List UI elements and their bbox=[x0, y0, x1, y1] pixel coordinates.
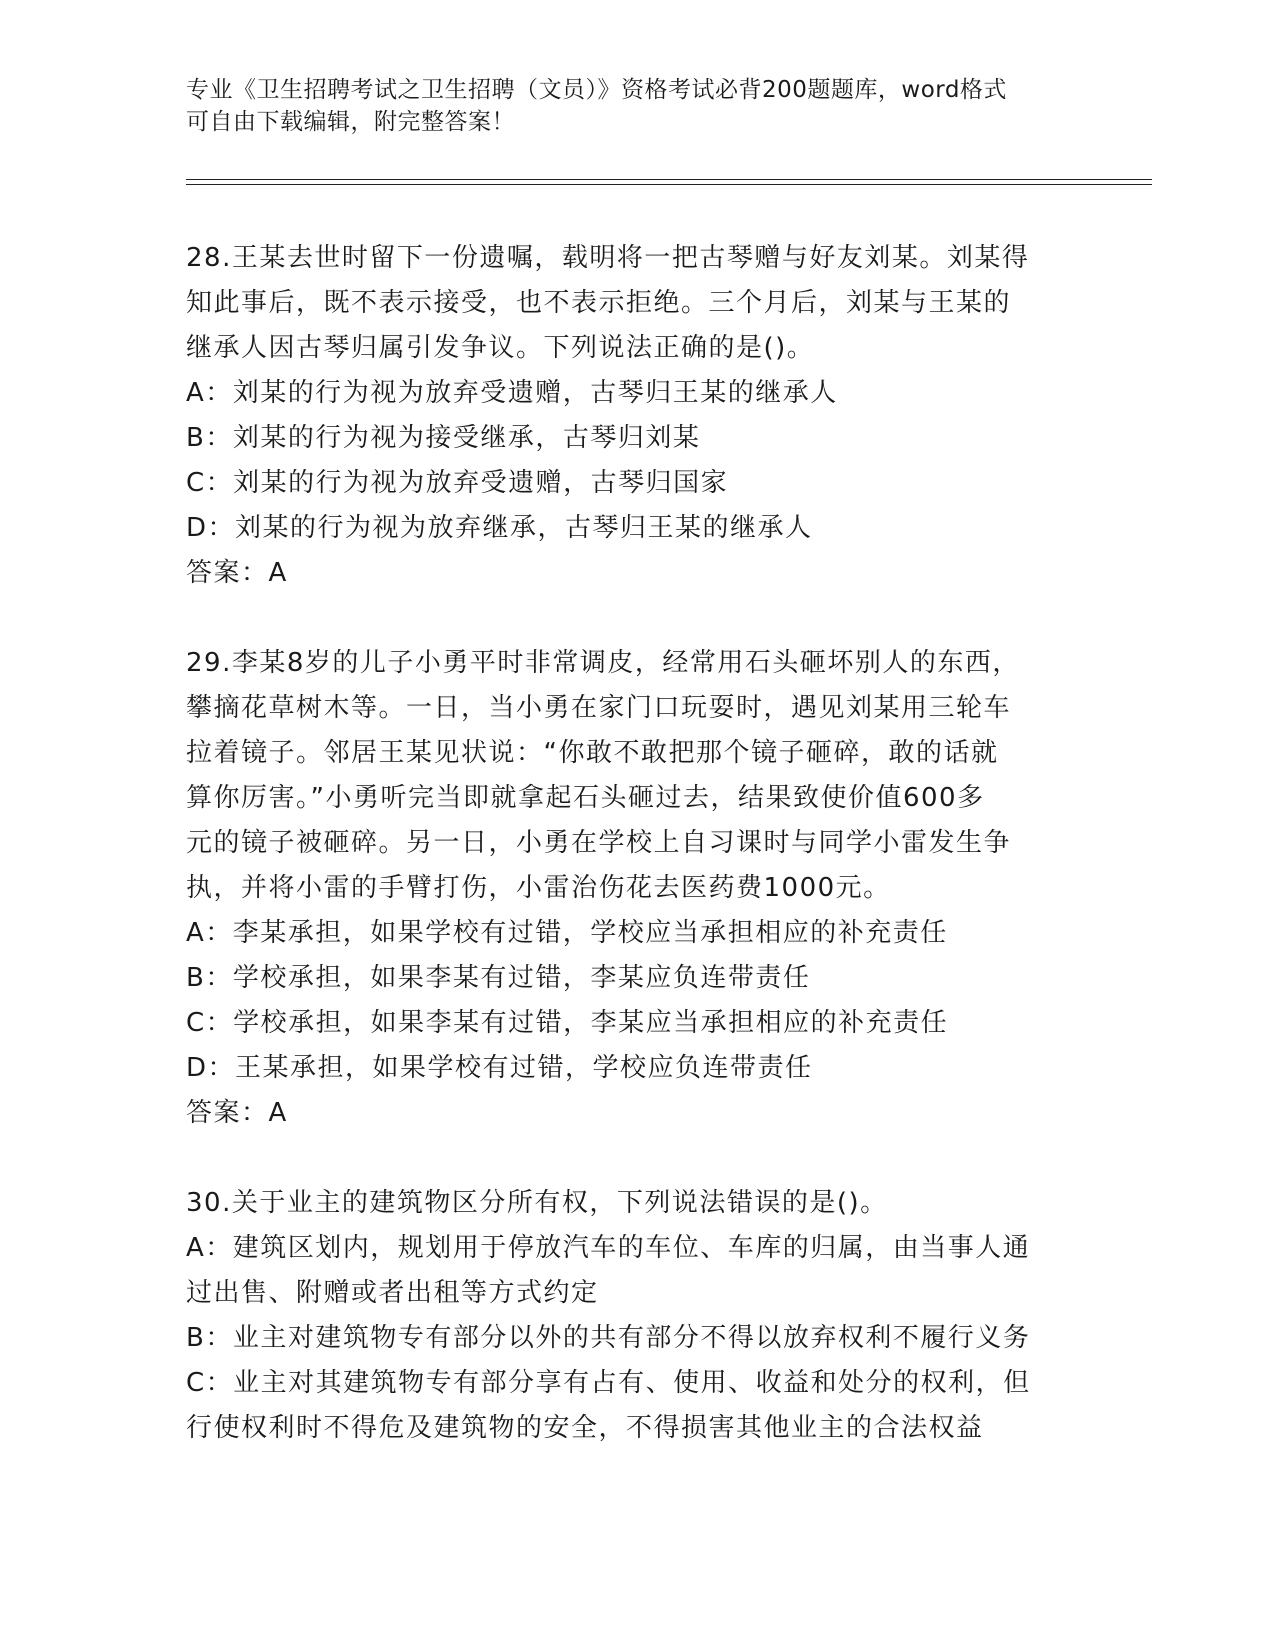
question-stem-line: 30.关于业主的建筑物区分所有权，下列说法错误的是()。 bbox=[186, 1188, 888, 1218]
option-a: A：李某承担，如果学校有过错，学校应当承担相应的补充责任 bbox=[186, 918, 948, 948]
option-c-continued: 行使权利时不得危及建筑物的安全，不得损害其他业主的合法权益 bbox=[186, 1413, 984, 1443]
question-list bbox=[186, 236, 1086, 1496]
answer-line: 答案：A bbox=[186, 558, 288, 588]
option-b: B：刘某的行为视为接受继承，古琴归刘某 bbox=[186, 423, 701, 453]
question-29 bbox=[186, 641, 1086, 1136]
question-stem-line: 29.李某8岁的儿子小勇平时非常调皮，经常用石头砸坏别人的东西， bbox=[186, 648, 1020, 678]
question-30 bbox=[186, 1181, 1086, 1451]
option-d: D：刘某的行为视为放弃继承，古琴归王某的继承人 bbox=[186, 513, 813, 543]
answer-line: 答案：A bbox=[186, 1098, 288, 1128]
option-b: B：学校承担，如果李某有过错，李某应负连带责任 bbox=[186, 963, 811, 993]
question-stem-line: 拉着镜子。邻居王某见状说：“你敢不敢把那个镜子砸碎，敢的话就 bbox=[186, 738, 999, 768]
question-stem-line: 28.王某去世时留下一份遗嘱，载明将一把古琴赠与好友刘某。刘某得 bbox=[186, 243, 1030, 273]
header-divider-bottom bbox=[186, 184, 1152, 185]
option-a-continued: 过出售、附赠或者出租等方式约定 bbox=[186, 1278, 599, 1308]
header-line-2: 可自由下载编辑，附完整答案！ bbox=[186, 109, 515, 135]
option-d: D：王某承担，如果学校有过错，学校应负连带责任 bbox=[186, 1053, 813, 1083]
option-a: A：建筑区划内，规划用于停放汽车的车位、车库的归属，由当事人通 bbox=[186, 1233, 1031, 1263]
question-stem-line: 知此事后，既不表示接受，也不表示拒绝。三个月后，刘某与王某的 bbox=[186, 288, 1012, 318]
question-stem-line: 算你厉害。”小勇听完当即就拿起石头砸过去，结果致使价值600多 bbox=[186, 783, 985, 813]
option-c: C：业主对其建筑物专有部分享有占有、使用、收益和处分的权利，但 bbox=[186, 1368, 1031, 1398]
question-stem-line: 元的镜子被砸碎。另一日，小勇在学校上自习课时与同学小雷发生争 bbox=[186, 828, 1012, 858]
question-stem-line: 攀摘花草树木等。一日，当小勇在家门口玩耍时，遇见刘某用三轮车 bbox=[186, 693, 1012, 723]
header-divider-top bbox=[186, 179, 1152, 180]
question-28 bbox=[186, 236, 1086, 596]
document-header bbox=[186, 74, 1066, 138]
question-stem-line: 执，并将小雷的手臂打伤，小雷治伤花去医药费1000元。 bbox=[186, 873, 891, 903]
header-line-1: 专业《卫生招聘考试之卫生招聘（文员）》资格考试必背200题题库，word格式 bbox=[186, 77, 1007, 103]
question-stem-line: 继承人因古琴归属引发争议。下列说法正确的是()。 bbox=[186, 333, 815, 363]
option-a: A：刘某的行为视为放弃受遗赠，古琴归王某的继承人 bbox=[186, 378, 838, 408]
option-c: C：学校承担，如果李某有过错，李某应当承担相应的补充责任 bbox=[186, 1008, 949, 1038]
option-b: B：业主对建筑物专有部分以外的共有部分不得以放弃权利不履行义务 bbox=[186, 1323, 1031, 1353]
option-c: C：刘某的行为视为放弃受遗赠，古琴归国家 bbox=[186, 468, 729, 498]
